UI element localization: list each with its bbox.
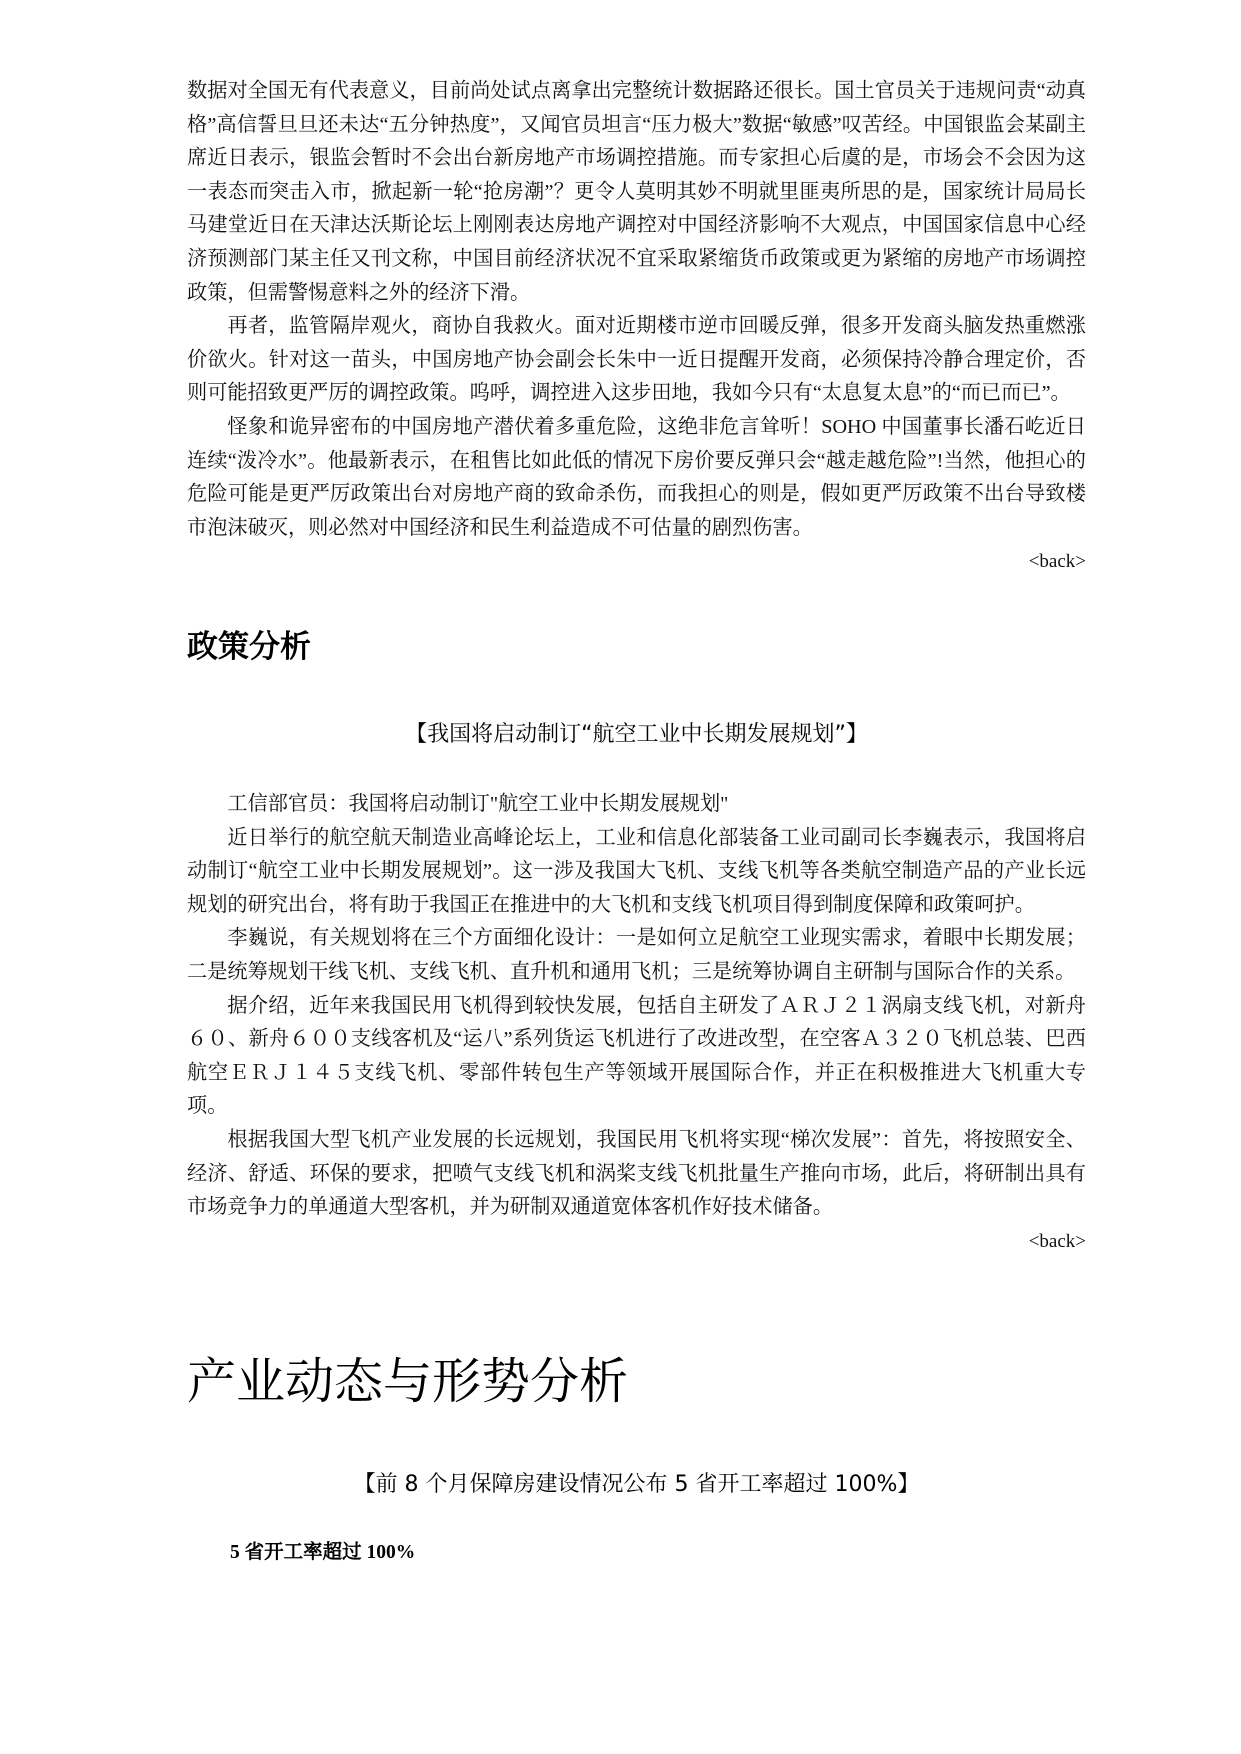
subheading: 5 省开工率超过 100%	[230, 1542, 416, 1563]
paragraph: 根据我国大型飞机产业发展的长远规划，我国民用飞机将实现“梯次发展”：首先，将按照安全、经济、舒适、环保的要求，把喷气支线飞机和涡桨支线飞机批量生产推向市场，此后，将研制出具有市场竞争力的单通道大型客机，并为研制双通道宽体客机作好技术储备。	[187, 1128, 1086, 1219]
paragraph: 李巍说，有关规划将在三个方面细化设计：一是如何立足航空工业现实需求，着眼中长期发展；二是统筹规划干线飞机、支线飞机、直升机和通用飞机；三是统筹协调自主研制与国际合作的关系。	[187, 927, 1086, 983]
section-aviation-article	[187, 788, 1086, 1258]
article-title-aviation: 【我国将启动制订“航空工业中长期发展规划”】	[405, 722, 868, 747]
section-heading-policy: 政策分析	[187, 629, 311, 665]
back-link[interactable]: <back>	[1028, 551, 1086, 573]
paragraph: 再者，监管隔岸观火，商协自我救火。面对近期楼市逆市回暖反弹，很多开发商头脑发热重燃涨价欲火。针对这一苗头，中国房地产协会副会长朱中一近日提醒开发商，必须保持冷静合理定价，否则可能招致更严厉的调控政策。呜呼，调控进入这步田地，我如今只有“太息复太息”的“而已而已”。	[187, 315, 1086, 405]
section-heading-industry: 产业动态与形势分析	[187, 1353, 629, 1410]
paragraph: 近日举行的航空航天制造业高峰论坛上，工业和信息化部装备工业司副司长李巍表示，我国将启动制订“航空工业中长期发展规划”。这一涉及我国大飞机、支线飞机等各类航空制造产品的产业长远规划的研究出台，将有助于我国正在推进中的大飞机和支线飞机项目得到制度保障和政策呵护。	[187, 826, 1086, 916]
paragraph: 据介绍，近年来我国民用飞机得到较快发展，包括自主研发了ＡＲＪ２１涡扇支线飞机，对新舟６０、新舟６００支线客机及“运八”系列货运飞机进行了改进改型，在空客Ａ３２０飞机总装、巴西航空ＥＲＪ１４５支线飞机、零部件转包生产等领域开展国际合作，并正在积极推进大飞机重大专项。	[187, 994, 1086, 1118]
section-housing-commentary	[187, 75, 1086, 579]
article-title-housing: 【前 8 个月保障房建设情况公布 5 省开工率超过 100%】	[353, 1472, 920, 1497]
paragraph: 数据对全国无有代表意义，目前尚处试点离拿出完整统计数据路还很长。国土官员关于违规问责“动真格”高信誓旦旦还未达“五分钟热度”，又闻官员坦言“压力极大”数据“敏感”叹苦经。中国银监会某副主席近日表示，银监会暂时不会出台新房地产市场调控措施。而专家担心后虞的是，市场会不会因为这一表态而突击入市，掀起新一轮“抢房潮”？更令人莫明其妙不明就里匪夷所思的是，国家统计局局长马建堂近日在天津达沃斯论坛上刚刚表达房地产调控对中国经济影响不大观点，中国国家信息中心经济预测部门某主任又刊文称，中国目前经济状况不宜采取紧缩货币政策或更为紧缩的房地产市场调控政策，但需警惕意料之外的经济下滑。	[187, 80, 1086, 304]
paragraph: 怪象和诡异密布的中国房地产潜伏着多重危险，这绝非危言耸听！SOHO 中国董事长潘石屹近日连续“泼冷水”。他最新表示，在租售比如此低的情况下房价要反弹只会“越走越危险”!当然，他担心的危险可能是更严厉政策出台对房地产商的致命杀伤，而我担心的则是，假如更严厉政策不出台导致楼市泡沫破灭，则必然对中国经济和民生利益造成不可估量的剧烈伤害。	[187, 415, 1086, 539]
paragraph: 工信部官员：我国将启动制订"航空工业中长期发展规划"	[227, 793, 729, 815]
back-link[interactable]: <back>	[1028, 1230, 1086, 1252]
